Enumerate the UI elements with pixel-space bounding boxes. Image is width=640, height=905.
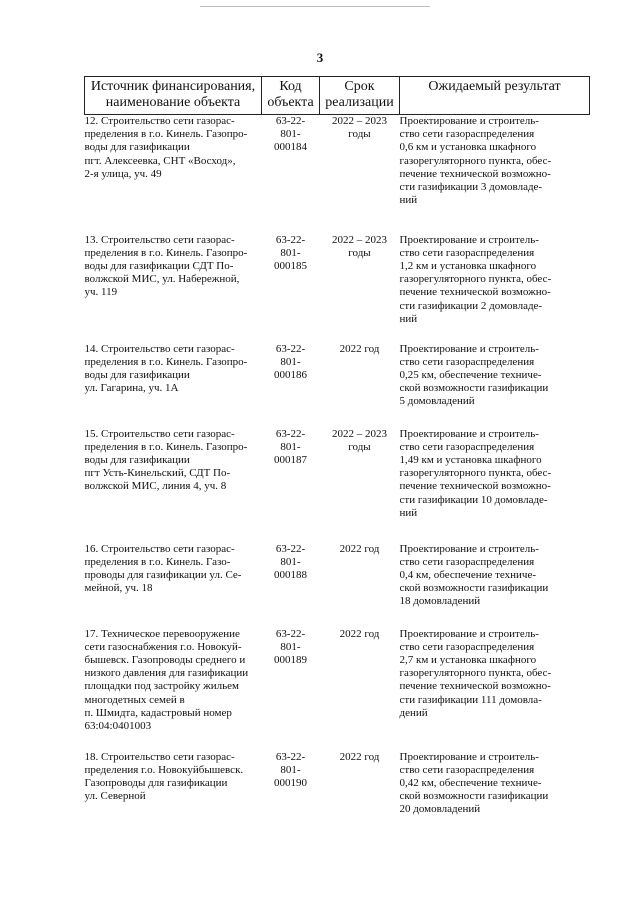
cell-code-text: 63-22- 801- 000185 — [274, 233, 307, 272]
cell-source-text: 14. Строительство сети газорас- пределения в г.о. Кинель. Газопро- воды для газификации ул. Гагарина, уч. 1А — [84, 342, 248, 395]
header-result: Ожидаемый результат — [400, 77, 590, 115]
header-source: Источник финансирования, наименование объекта — [85, 77, 262, 115]
table-row — [85, 115, 590, 234]
cell-source-text: 15. Строительство сети газорас- пределения в г.о. Кинель. Газопро- воды для газификации пгт Усть-Кинельский, СДТ По- волжской МИС, линия 4, уч. 8 — [84, 427, 248, 493]
cell-period-text: 2022 год — [339, 342, 380, 355]
cell-code — [262, 628, 320, 751]
cell-code-text: 63-22- 801- 000186 — [274, 342, 307, 381]
cell-code — [262, 115, 320, 234]
cell-period-text: 2022 год — [339, 627, 380, 640]
cell-source-text: 18. Строительство сети газорас- пределения г.о. Новокуйбышевск. Газопроводы для газификации ул. Северной — [84, 750, 244, 803]
cell-code — [262, 234, 320, 343]
cell-source-text: 17. Техническое перевооружение сети газоснабжения г.о. Новокуй- бышевск. Газопроводы среднего и низкого давления для газификации площадки под застройку жильем многодетных семей в п. Шмидта, кадастровый номер 63:04:0401003 — [84, 627, 249, 732]
cell-result-text: Проектирование и строитель- ство сети газораспределения 1,2 км и установка шкафного газорегуляторного пункта, обес- печение технической возможно- сти газификации 2 домовладе- ний — [399, 233, 552, 325]
cell-source — [85, 543, 262, 628]
cell-result-text: Проектирование и строитель- ство сети газораспределения 0,42 км, обеспечение техниче- ской возможности газификации 20 домовладений — [399, 750, 549, 816]
cell-source — [85, 234, 262, 343]
cell-source — [85, 751, 262, 831]
cell-period — [320, 343, 400, 428]
cell-result — [400, 115, 590, 234]
cell-code-text: 63-22- 801- 000190 — [274, 750, 307, 789]
table-row — [85, 343, 590, 428]
cell-code-text: 63-22- 801- 000187 — [274, 427, 307, 466]
table-row — [85, 628, 590, 751]
cell-code — [262, 343, 320, 428]
cell-source — [85, 628, 262, 751]
cell-period — [320, 628, 400, 751]
cell-source-text: 13. Строительство сети газорас- пределения в г.о. Кинель. Газопро- воды для газификации СДТ По- волжской МИС, ул. Набережной, уч. 119 — [84, 233, 248, 299]
table-row — [85, 751, 590, 831]
cell-result-text: Проектирование и строитель- ство сети газораспределения 0,25 км, обеспечение техниче- ской возможности газификации 5 домовладений — [399, 342, 549, 408]
cell-source — [85, 428, 262, 543]
cell-source-text: 16. Строительство сети газорас- пределения в г.о. Кинель. Газо- проводы для газификации ул. Се- мейной, уч. 18 — [84, 542, 242, 595]
cell-code-text: 63-22- 801- 000189 — [274, 627, 307, 666]
cell-period-text: 2022 – 2023 годы — [332, 427, 387, 453]
cell-period — [320, 751, 400, 831]
header-code: Код объекта — [262, 77, 320, 115]
cell-period — [320, 543, 400, 628]
cell-period — [320, 234, 400, 343]
cell-result — [400, 343, 590, 428]
schedule-table — [84, 76, 590, 831]
cell-source-text: 12. Строительство сети газорас- пределения в г.о. Кинель. Газопро- воды для газификации пгт. Алексеевка, СНТ «Восход», 2-я улица, уч. 49 — [84, 115, 248, 180]
cell-result-text: Проектирование и строитель- ство сети газораспределения 0,6 км и установка шкафного газорегуляторного пункта, обес- печение технической возможно- сти газификации 3 домовладе- ний — [399, 115, 552, 207]
cell-result-text: Проектирование и строитель- ство сети газораспределения 1,49 км и установка шкафного газорегуляторного пункта, обес- печение технической возможно- сти газификации 10 домовладе- ний — [399, 427, 552, 519]
table-row — [85, 428, 590, 543]
cell-period-text: 2022 – 2023 годы — [332, 115, 387, 141]
cell-code — [262, 543, 320, 628]
top-rule — [200, 6, 430, 7]
cell-period — [320, 115, 400, 234]
table-row — [85, 234, 590, 343]
table-body — [85, 115, 590, 831]
cell-result-text: Проектирование и строитель- ство сети газораспределения 0,4 км, обеспечение техниче- ской возможности газификации 18 домовладений — [399, 542, 549, 608]
cell-period — [320, 428, 400, 543]
cell-code — [262, 751, 320, 831]
cell-source — [85, 115, 262, 234]
cell-source — [85, 343, 262, 428]
table-row — [85, 543, 590, 628]
table-header-row — [85, 77, 590, 115]
cell-result — [400, 234, 590, 343]
cell-result — [400, 628, 590, 751]
cell-period-text: 2022 – 2023 годы — [332, 233, 387, 259]
cell-code-text: 63-22- 801- 000188 — [274, 542, 307, 581]
header-period: Срок реализации — [320, 77, 400, 115]
cell-code-text: 63-22- 801- 000184 — [274, 115, 307, 154]
cell-result — [400, 543, 590, 628]
cell-code — [262, 428, 320, 543]
page-number: 3 — [316, 50, 324, 65]
cell-result — [400, 428, 590, 543]
cell-result — [400, 751, 590, 831]
cell-period-text: 2022 год — [339, 542, 380, 555]
cell-period-text: 2022 год — [339, 750, 380, 763]
cell-result-text: Проектирование и строитель- ство сети газораспределения 2,7 км и установка шкафного газорегуляторного пункта, обес- печение технической возможно- сти газификации 111 домовла- дений — [399, 627, 552, 719]
